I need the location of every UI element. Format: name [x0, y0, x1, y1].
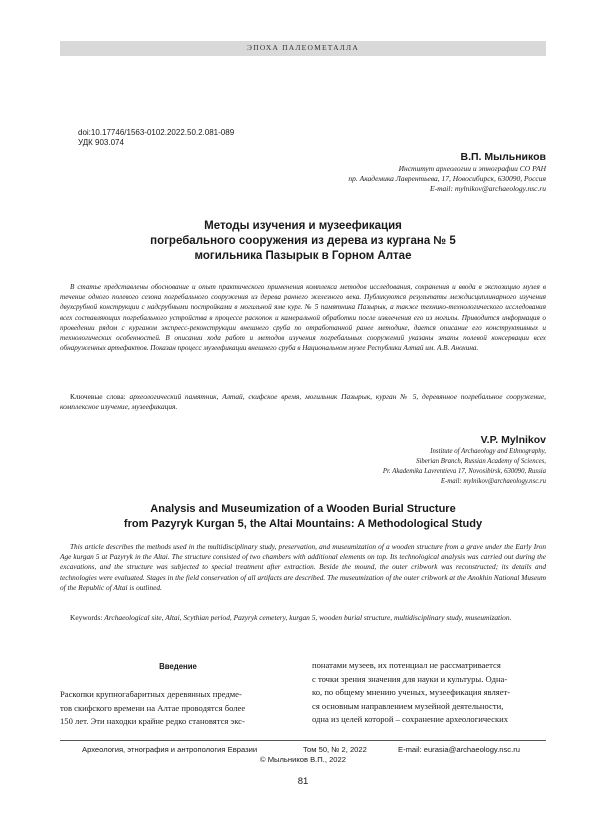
doi: doi:10.17746/1563-0102.2022.50.2.081-089 [78, 128, 235, 137]
keywords-en [60, 613, 546, 623]
title-en-line: from Pazyryk Kurgan 5, the Altai Mountains: A Methodological Study [123, 518, 483, 530]
body-line: ко, по общему мнению ученых, музеефикация являет- [312, 687, 511, 697]
title-ru-line: погребального сооружения из дерева из кургана № 5 [150, 235, 456, 247]
abstract-en: This article describes the methods used in the multidisciplinary study, preservation, and museumization of a wooden structure from a grave under the Early Iron Age kurgan 5 at Pazyryk in the Altai. The structure consisted of two chambers with additional elements on top. Its technological analysis was carried out during the excavations, and the structure was subjected to special treatment after extraction. Beside the mound, the outer cribwork was reconstructed; its details and technologies were evaluated. Stages in the field conservation of all artifacts are described. The museumization of the outer cribwork at the Anokhin National Museum of the Republic of Altai is outlined. [60, 542, 546, 592]
title-ru-line: могильника Пазырык в Горном Алтае [194, 250, 412, 262]
footer-volume: Том 50, № 2, 2022 [303, 745, 367, 754]
page-number: 81 [297, 776, 309, 787]
body-column-left [60, 688, 298, 729]
body-line: с точки зрения значения для науки и культуры. Одна- [312, 673, 508, 684]
abstract-ru: В статье представлены обоснование и опыт практического применения комплекса методов исследования, сохранения и ввода в экспозицию музея в течение одного полевого сезона погребального сооружения из дерева раннего железного века. Публикуются результаты междисциплинарного изучения двухсрубной конструкции с надсрубными постройками в могильной яме кург. № 5 памятника Пазырык, а также технико-технологического исследования всех составляющих погребального устройства в процессе раскопок и камеральной обработки после извлечения его из могилы. Приводится информация о проведении рядом с курганом экспресс-реконструкции внешнего сруба по отработанной ранее методике, дается описание его конструктивных и технологических особенностей. В описании хода работ и методов изучения погребальных сооружений указаны этапы полевой консервации всех обнаруженных артефактов. Показан процесс музеефикации внешнего сруба в Национальном музее Республики Алтай им. А.В. Анохина. [60, 283, 546, 353]
affiliation-en-line: Siberian Branch, Russian Academy of Sciences, [416, 458, 546, 465]
affiliation-ru-line: пр. Академика Лаврентьева, 17, Новосибирск, 630090, Россия [348, 174, 546, 183]
affiliation-ru-email: E-mail: mylnikov@archaeology.nsc.ru [430, 184, 546, 193]
footer-copyright: © Мыльников В.П., 2022 [260, 755, 346, 764]
body-line: Раскопки крупногабаритных деревянных предме- [60, 689, 242, 699]
author-ru: В.П. Мыльников [460, 151, 546, 163]
section-heading-introduction: Введение [159, 662, 197, 671]
keywords-ru-label: Ключевые слова: [70, 392, 126, 401]
author-en: V.P. Mylnikov [480, 434, 546, 446]
body-column-right [312, 659, 546, 727]
affiliation-ru-line: Институт археологии и этнографии СО РАН [398, 164, 546, 173]
footer-journal: Археология, этнография и антропология Евразии [82, 745, 258, 754]
title-en-line: Analysis and Museumization of a Wooden Burial Structure [150, 503, 456, 515]
body-line: ся основным направлением музейной деятельности, [312, 700, 504, 711]
footer-email: E-mail: eurasia@archaeology.nsc.ru [398, 745, 520, 754]
title-ru-line: Методы изучения и музеефикация [204, 220, 402, 232]
body-line: понатами музеев, их потенциал не рассматривается [312, 660, 501, 670]
body-line: тов скифского времени на Алтае проводятся более [60, 702, 246, 713]
body-line: одна из целей которой – сохранение археологических [312, 714, 509, 724]
udk: УДК 903.074 [78, 138, 124, 147]
keywords-ru [60, 392, 546, 412]
affiliation-en-email: E-mail: mylnikov@archaeology.nsc.ru [440, 478, 546, 485]
section-title: ЭПОХА ПАЛЕОМЕТАЛЛА [247, 43, 359, 52]
keywords-en-text: Archaeological site, Altai, Scythian period, Pazyryk cemetery, kurgan 5, wooden burial structure, multidisciplinary study, museumization. [104, 613, 512, 622]
body-line: 150 лет. Эти находки крайне редко становятся экс- [60, 716, 245, 726]
affiliation-en-line: Institute of Archaeology and Ethnography, [430, 448, 546, 455]
keywords-ru-text: археологический памятник, Алтай, скифское время, могильник Пазырык, курган № 5, деревянное погребальное сооружение, комплексное изучение, музеефикация. [60, 392, 546, 412]
affiliation-en-line: Pr. Akademika Lavrentieva 17, Novosibirsk, 630090, Russia [382, 468, 546, 475]
footer-divider [60, 740, 546, 741]
keywords-en-label: Keywords: [70, 613, 103, 622]
